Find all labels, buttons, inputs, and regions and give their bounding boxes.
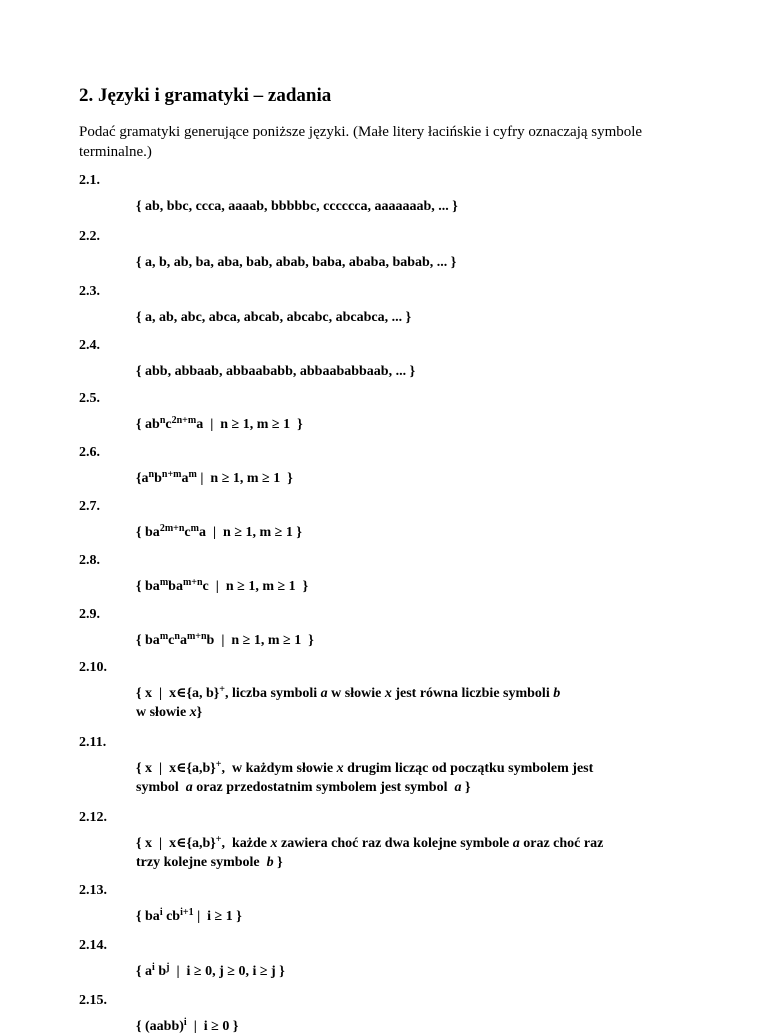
task-number: 2.12. [79, 810, 107, 825]
expression-text: b [154, 964, 167, 979]
expression-text: } [196, 705, 203, 720]
italic-symbol: b [266, 855, 274, 870]
expression-text: c [165, 417, 172, 432]
exponent: m [190, 523, 199, 534]
expression-text: } [461, 780, 471, 795]
exponent: n [174, 631, 180, 642]
exponent: n [148, 469, 155, 480]
task-expression [136, 759, 696, 797]
task-expression [136, 577, 696, 596]
task-number: 2.3. [79, 284, 100, 299]
italic-symbol: a [185, 780, 193, 795]
task-number: 2.9. [79, 607, 100, 622]
exponent: i [183, 1017, 187, 1028]
expression-text: { ba [136, 579, 160, 594]
expression-text: a | n ≥ 1, m ≥ 1 } [198, 525, 302, 540]
task-number: 2.10. [79, 660, 107, 675]
expression-text: zawiera choć raz dwa kolejne symbole [277, 836, 513, 851]
intro-paragraph: Podać gramatyki generujące poniższe języki. (Małe litery łacińskie i cyfry oznaczają symbole terminalne.) [79, 124, 643, 160]
expression-text: a [179, 633, 187, 648]
exponent: m [188, 469, 197, 480]
exponent: + [219, 684, 225, 695]
italic-symbol: x [270, 836, 278, 851]
italic-symbol: a [512, 836, 520, 851]
expression-text: { abb, abbaab, abbaababb, abbaababbaab, ... } [136, 364, 416, 379]
task-number: 2.13. [79, 883, 107, 898]
italic-symbol: x [189, 705, 197, 720]
expression-text: c | n ≥ 1, m ≥ 1 } [202, 579, 309, 594]
expression-text: oraz przedostatnim symbolem jest symbol [192, 780, 455, 795]
task-number: 2.4. [79, 338, 100, 353]
expression-text: a | n ≥ 1, m ≥ 1 } [196, 417, 303, 432]
expression-text: { ab, bbc, ccca, aaaab, bbbbbc, cccccca, aaaaaaab, ... } [136, 199, 458, 214]
task-number: 2.1. [79, 173, 100, 188]
expression-text: { a [136, 964, 153, 979]
task-number: 2.2. [79, 229, 100, 244]
exponent: m [159, 631, 169, 642]
task-number: 2.8. [79, 553, 100, 568]
expression-text: , każde [221, 836, 271, 851]
task-number: 2.6. [79, 445, 100, 460]
expression-text: { a, b, ab, ba, aba, bab, abab, baba, ababa, babab, ... } [136, 255, 457, 270]
task-expression [136, 308, 696, 327]
expression-text: | n ≥ 1, m ≥ 1 } [196, 471, 293, 486]
task-expression [136, 362, 696, 381]
expression-text: | i ≥ 0 } [186, 1019, 239, 1034]
expression-text: cb [162, 909, 181, 924]
exponent: i+1 [180, 907, 194, 918]
exponent: n [159, 415, 166, 426]
expression-text: w słowie [327, 686, 385, 701]
task-number: 2.15. [79, 993, 107, 1008]
task-expression [136, 415, 696, 434]
task-number: 2.14. [79, 938, 107, 953]
exponent: j [166, 962, 170, 973]
expression-text: { ba [136, 525, 160, 540]
task-expression [136, 834, 696, 872]
expression-text: {a [136, 471, 149, 486]
expression-text: , liczba symboli [225, 686, 321, 701]
page-title: 2. Języki i gramatyki – zadania [79, 85, 332, 106]
exponent: i [159, 907, 163, 918]
task-expression [136, 907, 696, 926]
expression-text: , w każdym słowie [221, 761, 337, 776]
exponent: m+n [182, 577, 203, 588]
expression-text: { ab [136, 417, 160, 432]
task-expression [136, 631, 696, 650]
task-expression [136, 469, 696, 488]
expression-text: c [168, 633, 175, 648]
italic-symbol: a [320, 686, 328, 701]
exponent: n+m [161, 469, 182, 480]
expression-text: { x | x∈{a,b} [136, 761, 216, 776]
exponent: i [152, 962, 155, 973]
exponent: 2m+n [159, 523, 185, 534]
expression-text: | i ≥ 0, j ≥ 0, i ≥ j } [169, 964, 285, 979]
task-expression [136, 1017, 696, 1036]
task-expression [136, 962, 696, 981]
italic-symbol: x [384, 686, 392, 701]
expression-text: symbol [136, 780, 186, 795]
exponent: m+n [186, 631, 207, 642]
expression-text: jest równa liczbie symboli [391, 686, 554, 701]
task-expression [136, 253, 696, 272]
task-number: 2.5. [79, 391, 100, 406]
expression-text: { ba [136, 909, 160, 924]
expression-text: { a, ab, abc, abca, abcab, abcabc, abcabca, ... } [136, 310, 412, 325]
task-expression [136, 523, 696, 542]
expression-text: b | n ≥ 1, m ≥ 1 } [206, 633, 314, 648]
expression-text: c [184, 525, 191, 540]
italic-symbol: x [336, 761, 344, 776]
expression-text: drugim licząc od początku symbolem jest [343, 761, 594, 776]
expression-text: { x | x∈{a, b} [136, 686, 220, 701]
task-number: 2.11. [79, 735, 107, 750]
task-expression [136, 684, 696, 722]
exponent: 2n+m [171, 415, 197, 426]
expression-text: w słowie [136, 705, 190, 720]
exponent: + [215, 759, 222, 770]
exponent: + [215, 834, 222, 845]
expression-text: b [154, 471, 162, 486]
expression-text: oraz choć raz [519, 836, 604, 851]
expression-text: a [181, 471, 189, 486]
italic-symbol: b [553, 686, 561, 701]
task-expression [136, 197, 696, 216]
expression-text: trzy kolejne symbole [136, 855, 267, 870]
expression-text: { x | x∈{a,b} [136, 836, 216, 851]
expression-text: } [273, 855, 283, 870]
italic-symbol: a [454, 780, 462, 795]
expression-text: { (aabb) [136, 1019, 184, 1034]
exponent: m [159, 577, 169, 588]
expression-text: ba [168, 579, 183, 594]
expression-text: | i ≥ 1 } [193, 909, 242, 924]
task-number: 2.7. [79, 499, 100, 514]
expression-text: { ba [136, 633, 160, 648]
